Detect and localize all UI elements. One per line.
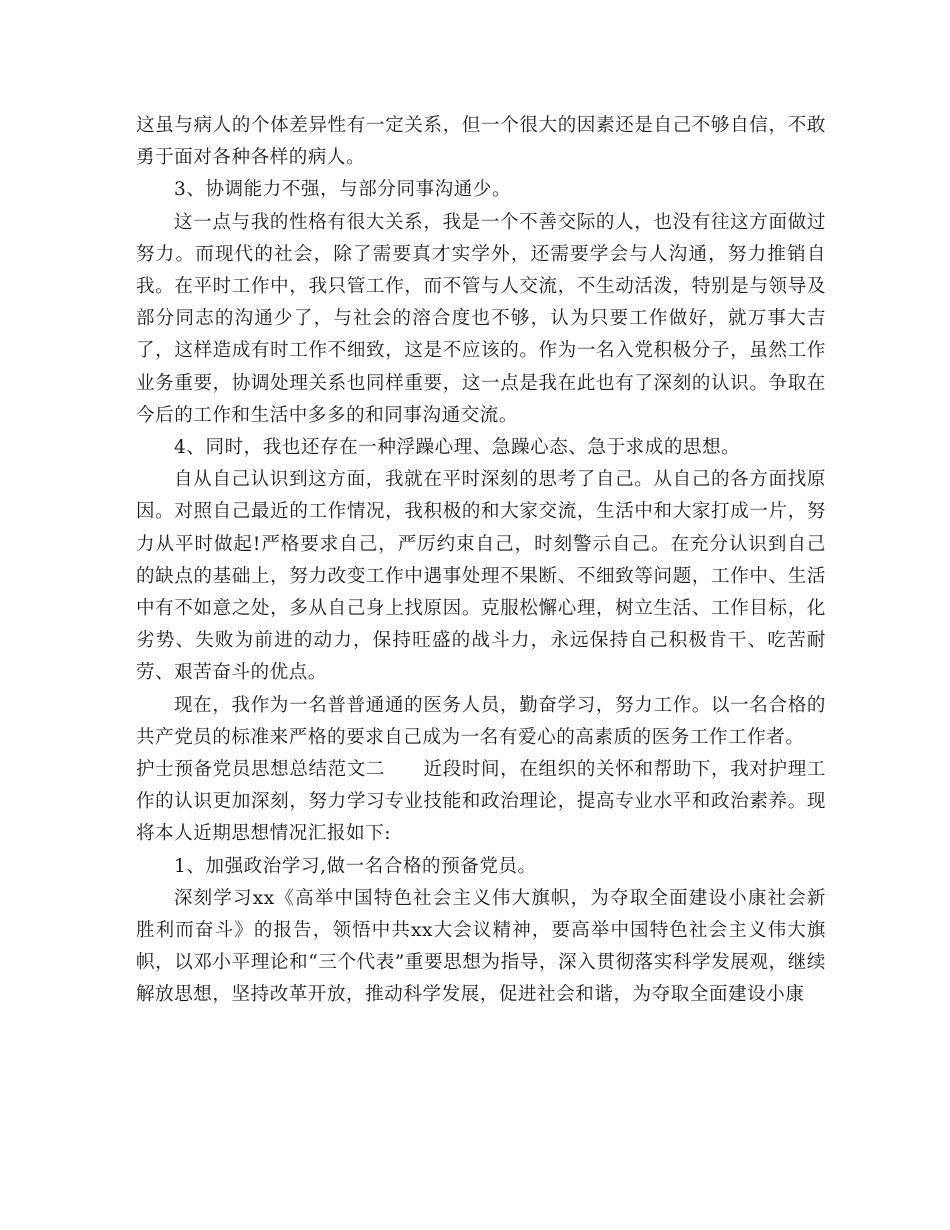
paragraph-7-section-title: 护士预备党员思想总结范文二 近段时间，在组织的关怀和帮助下，我对护理工作的认识更加深刻，努力学习专业技能和政治理论，提高专业水平和政治素养。现将本人近期思想情况汇报如下: — [136, 759, 826, 845]
paragraph-5: 自从自己认识到这方面，我就在平时深刻的思考了自己。从自己的各方面找原因。对照自己最近的工作情况，我积极的和大家交流，生活中和大家打成一片，努力从平时做起!严格要求自己，严厉约束自己，时刻警示自己。在充分认识到自己的缺点的基础上，努力改变工作中遇事处理不果断、不细致等问题，工作中、生活中有不如意之处，多从自己身上找原因。克服松懈心理，树立生活、工作目标，化劣势、失败为前进的动力，保持旺盛的战斗力，永远保持自己积极肯干、吃苦耐劳、艰苦奋斗的优点。 — [136, 469, 826, 684]
paragraph-9: 深刻学习xx《高举中国特色社会主义伟大旗帜，为夺取全面建设小康社会新胜利而奋斗》的报告，领悟中共xx大会议精神，要高举中国特色社会主义伟大旗帜，以邓小平理论和“三个代表”重要思想为指导，深入贯彻落实科学发展观，继续解放思想，坚持改革开放，推动科学发展，促进社会和谐，为夺取全面建设小康 — [136, 887, 826, 1006]
paragraph-8-heading: 1、加强政治学习,做一名合格的预备党员。 — [174, 855, 537, 877]
paragraph-4-heading: 4、同时，我也还存在一种浮躁心理、急躁心态、急于求成的思想。 — [174, 437, 741, 459]
paragraph-3: 这一点与我的性格有很大关系，我是一个不善交际的人，也没有往这方面做过努力。而现代的社会，除了需要真才实学外，还需要学会与人沟通，努力推销自我。在平时工作中，我只管工作，而不管与人交流，不生动活泼，特别是与领导及部分同志的沟通少了，与社会的溶合度也不够，认为只要工作做好，就万事大吉了，这样造成有时工作不细致，这是不应该的。作为一名入党积极分子，虽然工作业务重要，协调处理关系也同样重要，这一点是我在此也有了深刻的认识。争取在今后的工作和生活中多多的和同事沟通交流。 — [136, 211, 826, 426]
document-body — [136, 110, 826, 1012]
paragraph-1: 这虽与病人的个体差异性有一定关系，但一个很大的因素还是自己不够自信，不敢勇于面对各种各样的病人。 — [136, 115, 826, 169]
paragraph-6: 现在，我作为一名普普通通的医务人员，勤奋学习，努力工作。以一名合格的共产党员的标准来严格的要求自己成为一名有爱心的高素质的医务工作工作者。 — [136, 694, 826, 748]
paragraph-2-heading: 3、协调能力不强，与部分同事沟通少。 — [174, 179, 512, 201]
